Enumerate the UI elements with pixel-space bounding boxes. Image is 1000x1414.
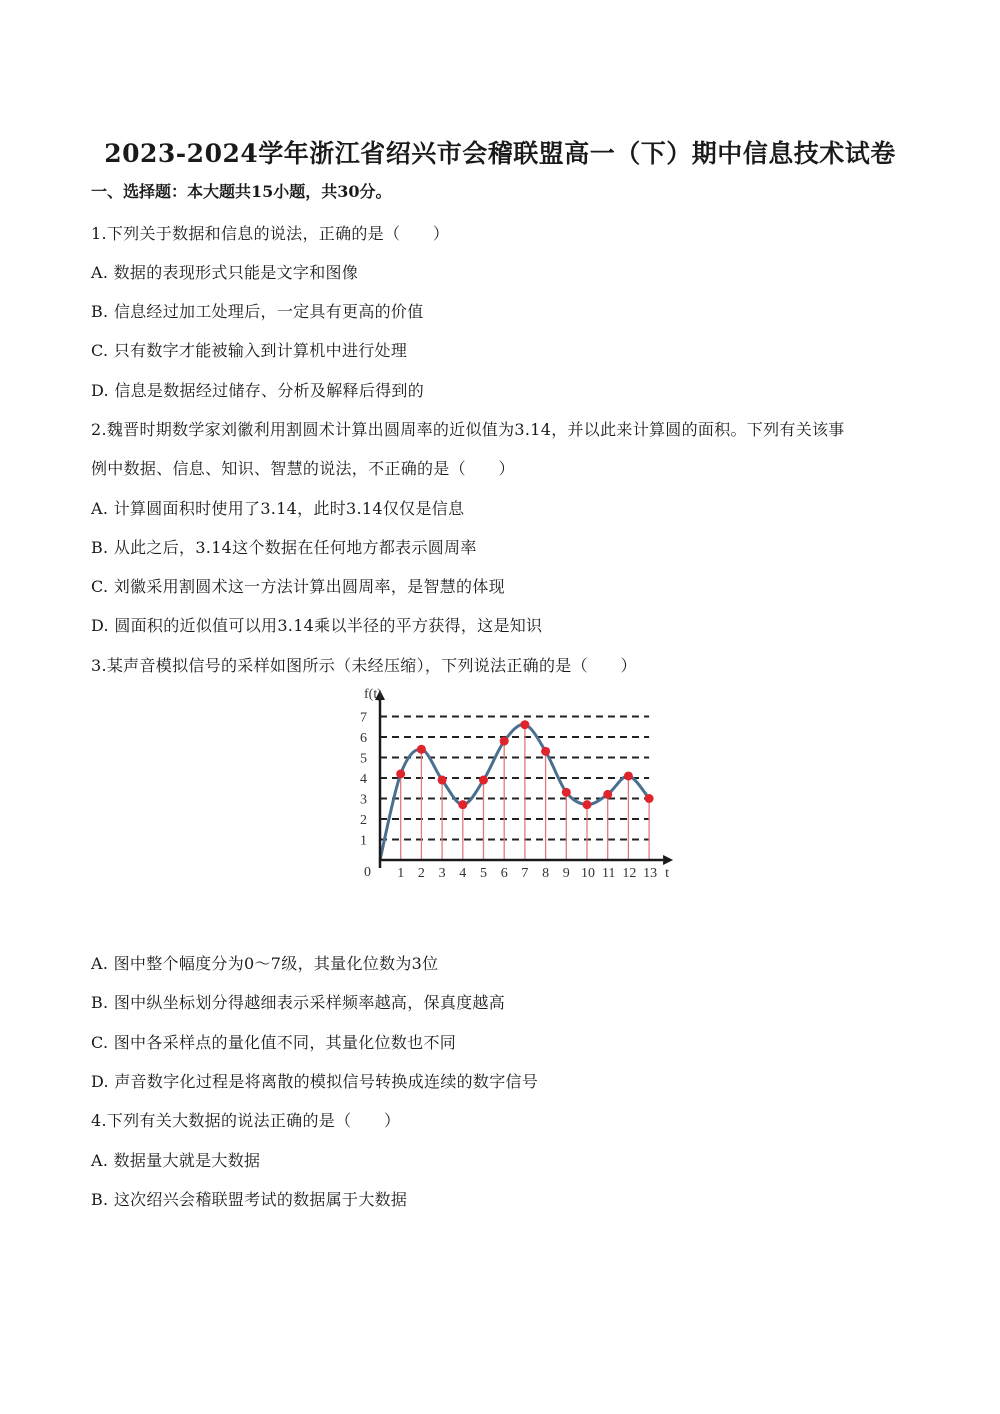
question-3-option-b: B. 图中纵坐标划分得越细表示采样频率越高，保真度越高 [91, 993, 506, 1012]
x-tick-label: 11 [601, 866, 616, 881]
question-2-stem-line2: 例中数据、信息、知识、智慧的说法，不正确的是（ ） [91, 459, 515, 478]
x-tick-label: 2 [417, 866, 425, 881]
question-2-option-b: B. 从此之后，3.14这个数据在任何地方都表示圆周率 [91, 538, 477, 557]
page-title: 2023-2024学年浙江省绍兴市会稽联盟高一（下）期中信息技术试卷 [104, 139, 896, 168]
x-tick-label: 3 [438, 866, 446, 881]
sample-point [479, 776, 488, 785]
y-tick-label: 6 [360, 731, 367, 746]
sample-point [500, 737, 509, 746]
question-1-option-d: D. 信息是数据经过储存、分析及解释后得到的 [91, 381, 425, 400]
sample-point [603, 790, 612, 799]
origin-label: 0 [364, 865, 371, 880]
sample-point [645, 794, 654, 803]
sample-point [438, 776, 447, 785]
question-1-stem: 1.下列关于数据和信息的说法，正确的是（ ） [91, 224, 450, 243]
y-tick-label: 1 [360, 833, 367, 849]
question-4-option-a: A. 数据量大就是大数据 [91, 1151, 261, 1170]
question-4-option-b: B. 这次绍兴会稽联盟考试的数据属于大数据 [91, 1190, 408, 1209]
x-tick-label: 13 [643, 866, 658, 881]
y-tick-label: 3 [360, 792, 367, 808]
question-1-option-c: C. 只有数字才能被输入到计算机中进行处理 [91, 341, 408, 360]
sample-point [583, 800, 592, 809]
y-tick-label: 4 [360, 772, 367, 787]
sample-point [396, 769, 405, 778]
y-tick-label: 2 [360, 813, 367, 828]
x-tick-label: 8 [542, 866, 550, 881]
section-heading: 一、选择题：本大题共15小题，共30分。 [91, 182, 392, 201]
question-2-option-c: C. 刘徽采用割圆术这一方法计算出圆周率，是智慧的体现 [91, 577, 505, 596]
x-tick-label: 5 [480, 866, 487, 881]
question-3-option-a: A. 图中整个幅度分为0～7级，其量化位数为3位 [91, 954, 439, 973]
y-axis-label: f(t) [364, 687, 382, 702]
x-tick-label: 4 [459, 866, 467, 881]
x-axis-label: t [665, 866, 669, 881]
sample-point [624, 771, 633, 780]
question-2-option-a: A. 计算圆面积时使用了3.14，此时3.14仅仅是信息 [91, 499, 465, 518]
question-1-option-b: B. 信息经过加工处理后，一定具有更高的价值 [91, 302, 424, 321]
sample-point [541, 747, 550, 756]
x-tick-label: 1 [397, 866, 405, 881]
question-3-option-d: D. 声音数字化过程是将离散的模拟信号转换成连续的数字信号 [91, 1072, 539, 1091]
question-4-stem: 4.下列有关大数据的说法正确的是（ ） [91, 1111, 401, 1130]
sample-point [562, 788, 571, 797]
x-tick-label: 12 [622, 866, 637, 881]
x-tick-label: 9 [562, 866, 570, 881]
x-tick-label: 7 [521, 866, 529, 881]
question-3-option-c: C. 图中各采样点的量化值不同，其量化位数也不同 [91, 1033, 457, 1052]
sample-point [458, 800, 467, 809]
y-tick-label: 7 [360, 710, 367, 726]
question-3-stem: 3.某声音模拟信号的采样如图所示（未经压缩），下列说法正确的是（ ） [91, 656, 637, 675]
x-tick-label: 10 [581, 866, 595, 881]
question-2-stem-line1: 2.魏晋时期数学家刘徽利用割圆术计算出圆周率的近似值为3.14，并以此来计算圆的面积。下列有关该事 [91, 420, 845, 439]
x-tick-label: 6 [500, 866, 508, 881]
y-tick-label: 5 [360, 751, 367, 767]
sample-point [417, 745, 426, 754]
sampling-chart [330, 680, 675, 890]
sample-point [520, 720, 529, 729]
question-1-option-a: A. 数据的表现形式只能是文字和图像 [91, 263, 359, 282]
x-axis-arrow [663, 855, 673, 865]
question-2-option-d: D. 圆面积的近似值可以用3.14乘以半径的平方获得，这是知识 [91, 616, 543, 635]
